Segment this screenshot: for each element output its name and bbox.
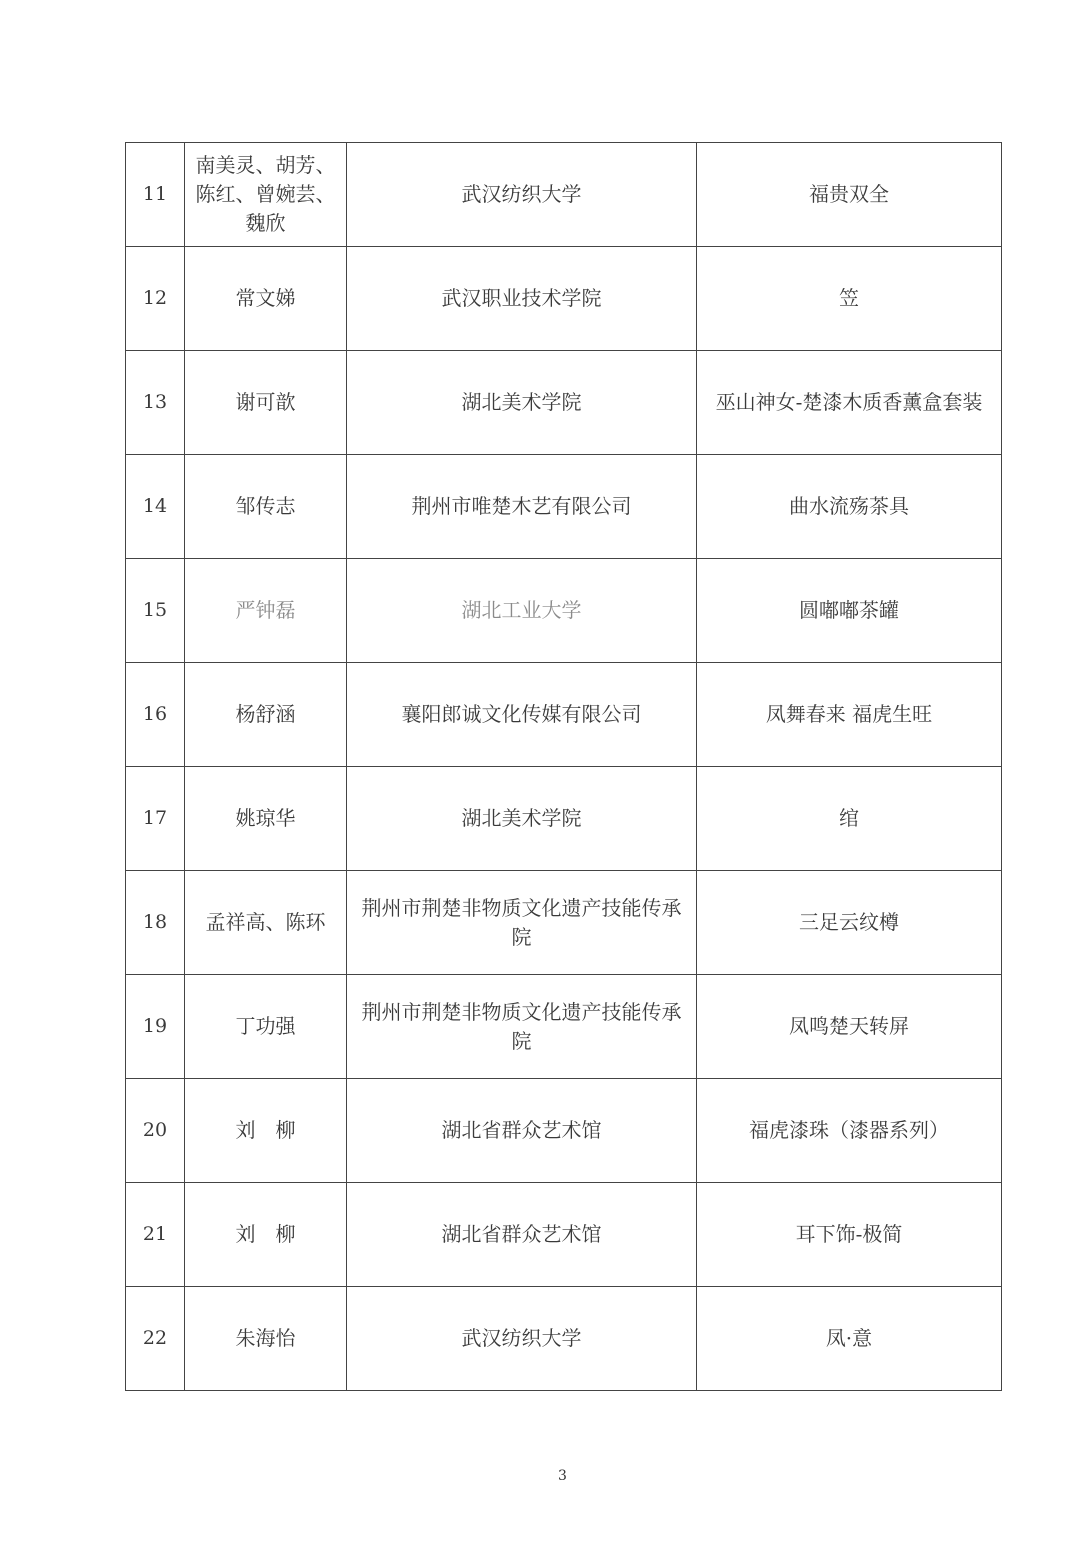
page-number: 3 — [558, 1468, 567, 1484]
work-title-cell: 凤舞春来 福虎生旺 — [697, 663, 1002, 767]
organization-cell: 荆州市唯楚木艺有限公司 — [347, 455, 697, 559]
author-cell: 刘 柳 — [185, 1079, 347, 1183]
row-number: 18 — [126, 871, 185, 975]
table-row — [126, 455, 1002, 559]
row-number: 16 — [126, 663, 185, 767]
author-cell: 刘 柳 — [185, 1183, 347, 1287]
author-cell: 朱海怡 — [185, 1287, 347, 1391]
author-cell: 邹传志 — [185, 455, 347, 559]
work-title-cell: 耳下饰-极简 — [697, 1183, 1002, 1287]
author-cell: 谢可歆 — [185, 351, 347, 455]
organization-cell: 湖北省群众艺术馆 — [347, 1183, 697, 1287]
row-number: 20 — [126, 1079, 185, 1183]
table-row — [126, 975, 1002, 1079]
work-title-cell: 凤鸣楚天转屏 — [697, 975, 1002, 1079]
organization-cell: 襄阳郎诚文化传媒有限公司 — [347, 663, 697, 767]
work-title-cell: 凤·意 — [697, 1287, 1002, 1391]
row-number: 17 — [126, 767, 185, 871]
author-cell: 常文娣 — [185, 247, 347, 351]
organization-cell: 荆州市荆楚非物质文化遗产技能传承院 — [347, 975, 697, 1079]
work-title-cell: 曲水流殇茶具 — [697, 455, 1002, 559]
work-title-cell: 福贵双全 — [697, 143, 1002, 247]
author-cell: 严钟磊 — [185, 559, 347, 663]
work-title-cell: 福虎漆珠（漆器系列） — [697, 1079, 1002, 1183]
table-row — [126, 871, 1002, 975]
organization-cell: 湖北美术学院 — [347, 351, 697, 455]
table-row — [126, 559, 1002, 663]
table-row — [126, 1287, 1002, 1391]
row-number: 13 — [126, 351, 185, 455]
row-number: 14 — [126, 455, 185, 559]
row-number: 22 — [126, 1287, 185, 1391]
table-row — [126, 351, 1002, 455]
work-title-cell: 圆嘟嘟茶罐 — [697, 559, 1002, 663]
table-row — [126, 143, 1002, 247]
award-list-table — [125, 142, 1002, 1391]
row-number: 19 — [126, 975, 185, 1079]
table-row — [126, 1079, 1002, 1183]
row-number: 21 — [126, 1183, 185, 1287]
table-row — [126, 767, 1002, 871]
table-row — [126, 247, 1002, 351]
author-cell: 杨舒涵 — [185, 663, 347, 767]
row-number: 11 — [126, 143, 185, 247]
author-cell: 南美灵、胡芳、陈红、曾婉芸、魏欣 — [185, 143, 347, 247]
row-number: 15 — [126, 559, 185, 663]
row-number: 12 — [126, 247, 185, 351]
work-title-cell: 绾 — [697, 767, 1002, 871]
organization-cell: 湖北美术学院 — [347, 767, 697, 871]
author-cell: 丁功强 — [185, 975, 347, 1079]
organization-cell: 武汉职业技术学院 — [347, 247, 697, 351]
organization-cell: 荆州市荆楚非物质文化遗产技能传承院 — [347, 871, 697, 975]
work-title-cell: 笠 — [697, 247, 1002, 351]
author-cell: 孟祥高、陈环 — [185, 871, 347, 975]
work-title-cell: 巫山神女-楚漆木质香薰盒套装 — [697, 351, 1002, 455]
author-cell: 姚琼华 — [185, 767, 347, 871]
organization-cell: 武汉纺织大学 — [347, 1287, 697, 1391]
table-row — [126, 663, 1002, 767]
organization-cell: 武汉纺织大学 — [347, 143, 697, 247]
organization-cell: 湖北工业大学 — [347, 559, 697, 663]
table-row — [126, 1183, 1002, 1287]
work-title-cell: 三足云纹樽 — [697, 871, 1002, 975]
organization-cell: 湖北省群众艺术馆 — [347, 1079, 697, 1183]
